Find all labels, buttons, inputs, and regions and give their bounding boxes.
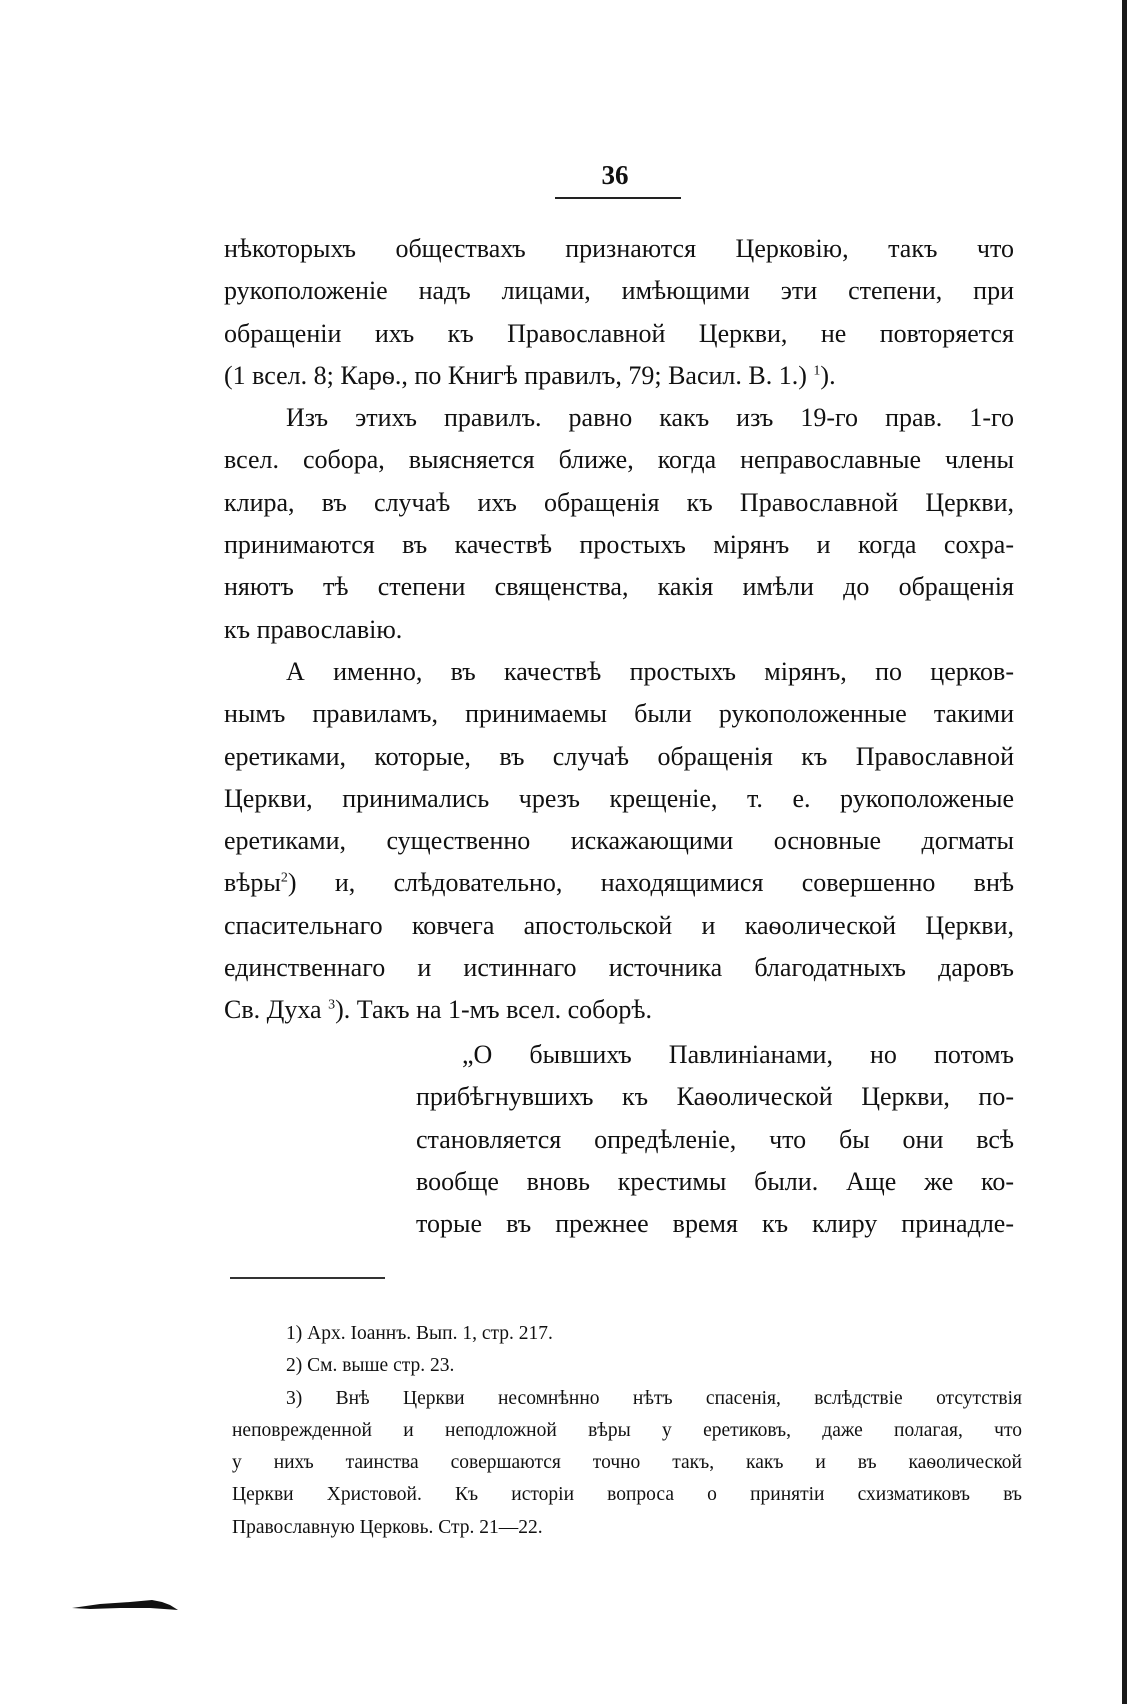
footnote-ref-2: 2 xyxy=(280,870,288,886)
text-line xyxy=(224,989,1014,1031)
page-number: 36 xyxy=(601,160,629,190)
text-segment: ) и, слѣдовательно, находящимися совершенно внѣ xyxy=(287,868,1014,898)
footnote-3-line: Церкви Христовой. Къ исторіи вопроса о принятіи схизматиковъ въ xyxy=(232,1484,1022,1506)
text-line: Изъ этихъ правилъ. равно какъ изъ 19-го прав. 1-го xyxy=(286,403,1014,433)
text-segment: . xyxy=(829,360,836,390)
text-line: единственнаго и истиннаго источника благодатныхъ даровъ xyxy=(224,953,1014,983)
footnote-3-line: 3) Внѣ Церкви несомнѣнно нѣтъ спасенія, вслѣдствіе отсутствія xyxy=(286,1387,1022,1409)
text-line: нымъ правиламъ, принимаемы были рукоположенные такими xyxy=(224,699,1014,729)
text-line: принимаются въ качествѣ простыхъ мірянъ и когда сохра- xyxy=(224,530,1014,560)
footnote-ref-1: 1 xyxy=(813,363,821,379)
text-line: (1 всел. 8; Карѳ., по Книгѣ правилъ, 79; Васил. В. 1.) $^1$). xyxy=(224,360,836,390)
text-line: еретиками, которые, въ случаѣ обращенія къ Православной xyxy=(224,741,1014,771)
quote-line: „О бывшихъ Павлиніанами, но потомъ xyxy=(462,1040,1014,1069)
page-number-underline xyxy=(555,197,681,199)
text-line: рукоположеніе надъ лицами, имѣющими эти степени, при xyxy=(224,276,1014,306)
page-edge-shadow xyxy=(1122,0,1127,1704)
block-quote xyxy=(416,1034,1014,1245)
text-line: няютъ тѣ степени священства, какія имѣли до обращенія xyxy=(224,572,1014,602)
text-line: А именно, въ качествѣ простыхъ мірянъ, по церков- xyxy=(286,656,1014,686)
ink-smudge-mark xyxy=(70,1596,180,1612)
text-segment: ). Такъ на 1-мъ всел. соборѣ. xyxy=(335,995,652,1025)
footnote-2: 2) См. выше стр. 23. xyxy=(286,1355,455,1377)
text-line: еретиками, существенно искажающими основные догматы xyxy=(224,826,1014,856)
quote-line: прибѣгнувшихъ къ Каѳолической Церкви, по- xyxy=(416,1082,1014,1112)
text-line: обращеніи ихъ къ Православной Церкви, не повторяется xyxy=(224,318,1014,348)
footnote-3-line: Православную Церковь. Стр. 21—22. xyxy=(232,1516,543,1538)
quote-line: торые въ прежнее время къ клиру принадле- xyxy=(416,1209,1014,1239)
text-line: къ православію. xyxy=(224,614,403,644)
text-segment: вѣры xyxy=(224,868,281,898)
quote-line: становляется опредѣленіе, что бы они всѣ xyxy=(416,1124,1014,1154)
footnote-3-line: у нихъ таинства совершаются точно такъ, какъ и въ каѳолической xyxy=(232,1452,1022,1474)
footnote-separator xyxy=(230,1277,385,1279)
text-line: всел. собора, выясняется ближе, когда неправославные члены xyxy=(224,445,1014,475)
text-line: спасительнаго ковчега апостольской и каѳолической Церкви, xyxy=(224,910,1014,940)
text-segment: (1 всел. 8; Карѳ., по Книгѣ правилъ, 79; Васил. В. 1.) xyxy=(224,360,807,390)
text-line xyxy=(224,862,1014,904)
footnote-3-line: неповрежденной и неподложной вѣры у еретиковъ, даже полагая, что xyxy=(232,1419,1022,1441)
footnotes xyxy=(232,1318,1022,1544)
main-text xyxy=(224,228,1014,1032)
quote-line: вообще вновь крестимы были. Аще же ко- xyxy=(416,1166,1014,1196)
footnote-1: 1) Арх. Іоаннъ. Вып. 1, стр. 217. xyxy=(286,1323,553,1344)
text-line: клира, въ случаѣ ихъ обращенія къ Православной Церкви, xyxy=(224,487,1014,517)
text-line: Церкви, принимались чрезъ крещеніе, т. е. рукоположеные xyxy=(224,783,1014,813)
text-line: нѣкоторыхъ обществахъ признаются Церковію, такъ что xyxy=(224,234,1014,263)
text-segment: Св. Духа xyxy=(224,995,322,1025)
footnote-ref-3: 3 xyxy=(328,997,336,1013)
